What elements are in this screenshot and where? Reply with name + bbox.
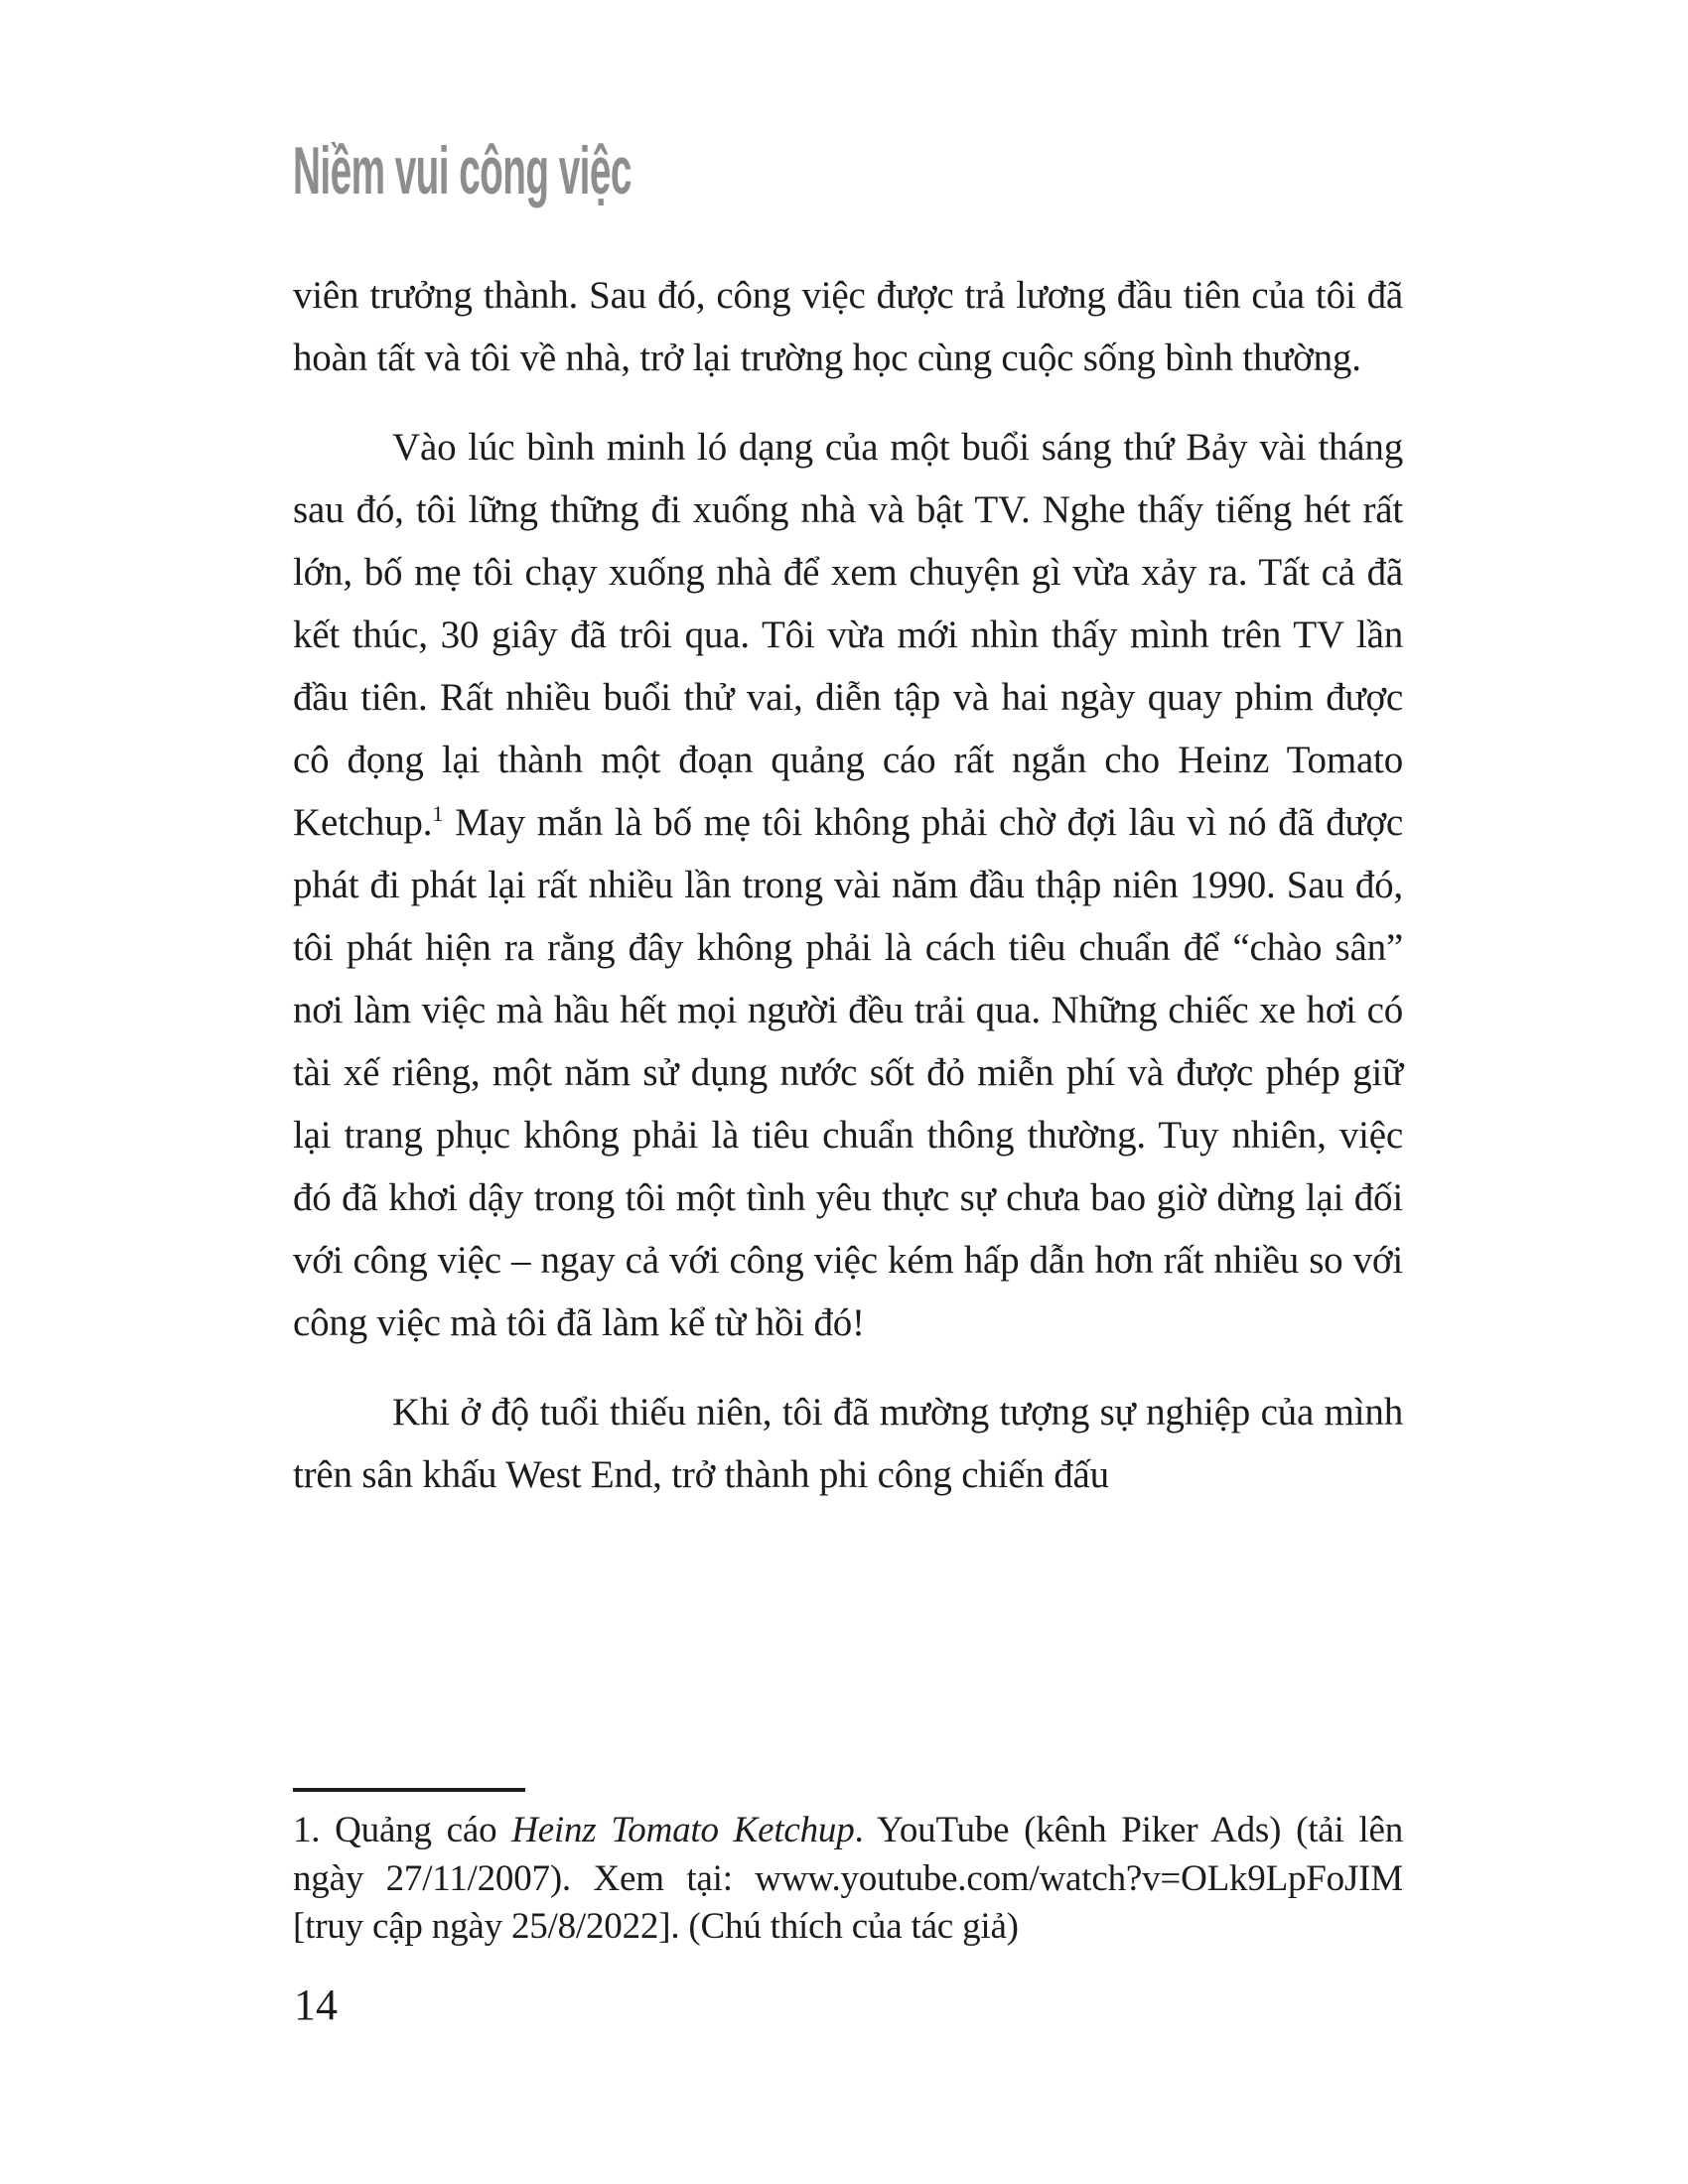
paragraph: Vào lúc bình minh ló dạng của một buổi sáng thứ Bảy vài tháng sau đó, tôi lững thững đi xuống nhà và bật TV. Nghe thấy tiếng hét rất lớn, bố mẹ tôi chạy xuống nhà để xem chuyện gì vừa xảy ra. Tất cả đã kết thúc, 30 giây đã trôi qua. Tôi vừa mới nhìn thấy mình trên TV lần đầu tiên. Rất nhiều buổi thử vai, diễn tập và hai ngày quay phim được cô đọng lại thành một đoạn quảng cáo rất ngắn cho Heinz Tomato Ketchup.$^1$ May mắn là bố mẹ tôi không phải chờ đợi lâu vì nó đã được phát đi phát lại rất nhiều lần trong vài năm đầu thập niên 1990. Sau đó, tôi phát hiện ra rằng đây không phải là cách tiêu chuẩn để “chào sân” nơi làm việc mà hầu hết mọi người đều trải qua. Những chiếc xe hơi có tài xế riêng, một năm sử dụng nước sốt đỏ miễn phí và được phép giữ lại trang phục không phải là tiêu chuẩn thông thường. Tuy nhiên, việc đó đã khơi dậy trong tôi một tình yêu thực sự chưa bao giờ dừng lại đối với công việc – ngay cả với công việc kém hấp dẫn hơn rất nhiều so với công việc mà tôi đã làm kể từ hồi đó! (293, 426, 1403, 1344)
body-text (293, 264, 1403, 1506)
footnote: 1. Quảng cáo Heinz Tomato Ketchup. YouTube (kênh Piker Ads) (tải lên ngày 27/11/2007). Xem tại: www.youtube.com/watch?v=OLk9LpFoJIM [truy cập ngày 25/8/2022]. (Chú thích của tác giả) (293, 1810, 1403, 1947)
running-header: Niềm vui công việc (293, 133, 632, 208)
paragraph: Khi ở độ tuổi thiếu niên, tôi đã mường tượng sự nghiệp của mình trên sân khấu West End, trở thành phi công chiến đấu (293, 1391, 1403, 1496)
footnote-divider (293, 1788, 525, 1792)
paragraph: viên trưởng thành. Sau đó, công việc được trả lương đầu tiên của tôi đã hoàn tất và tôi về nhà, trở lại trường học cùng cuộc sống bình thường. (293, 274, 1403, 379)
page-number: 14 (294, 1980, 338, 2029)
